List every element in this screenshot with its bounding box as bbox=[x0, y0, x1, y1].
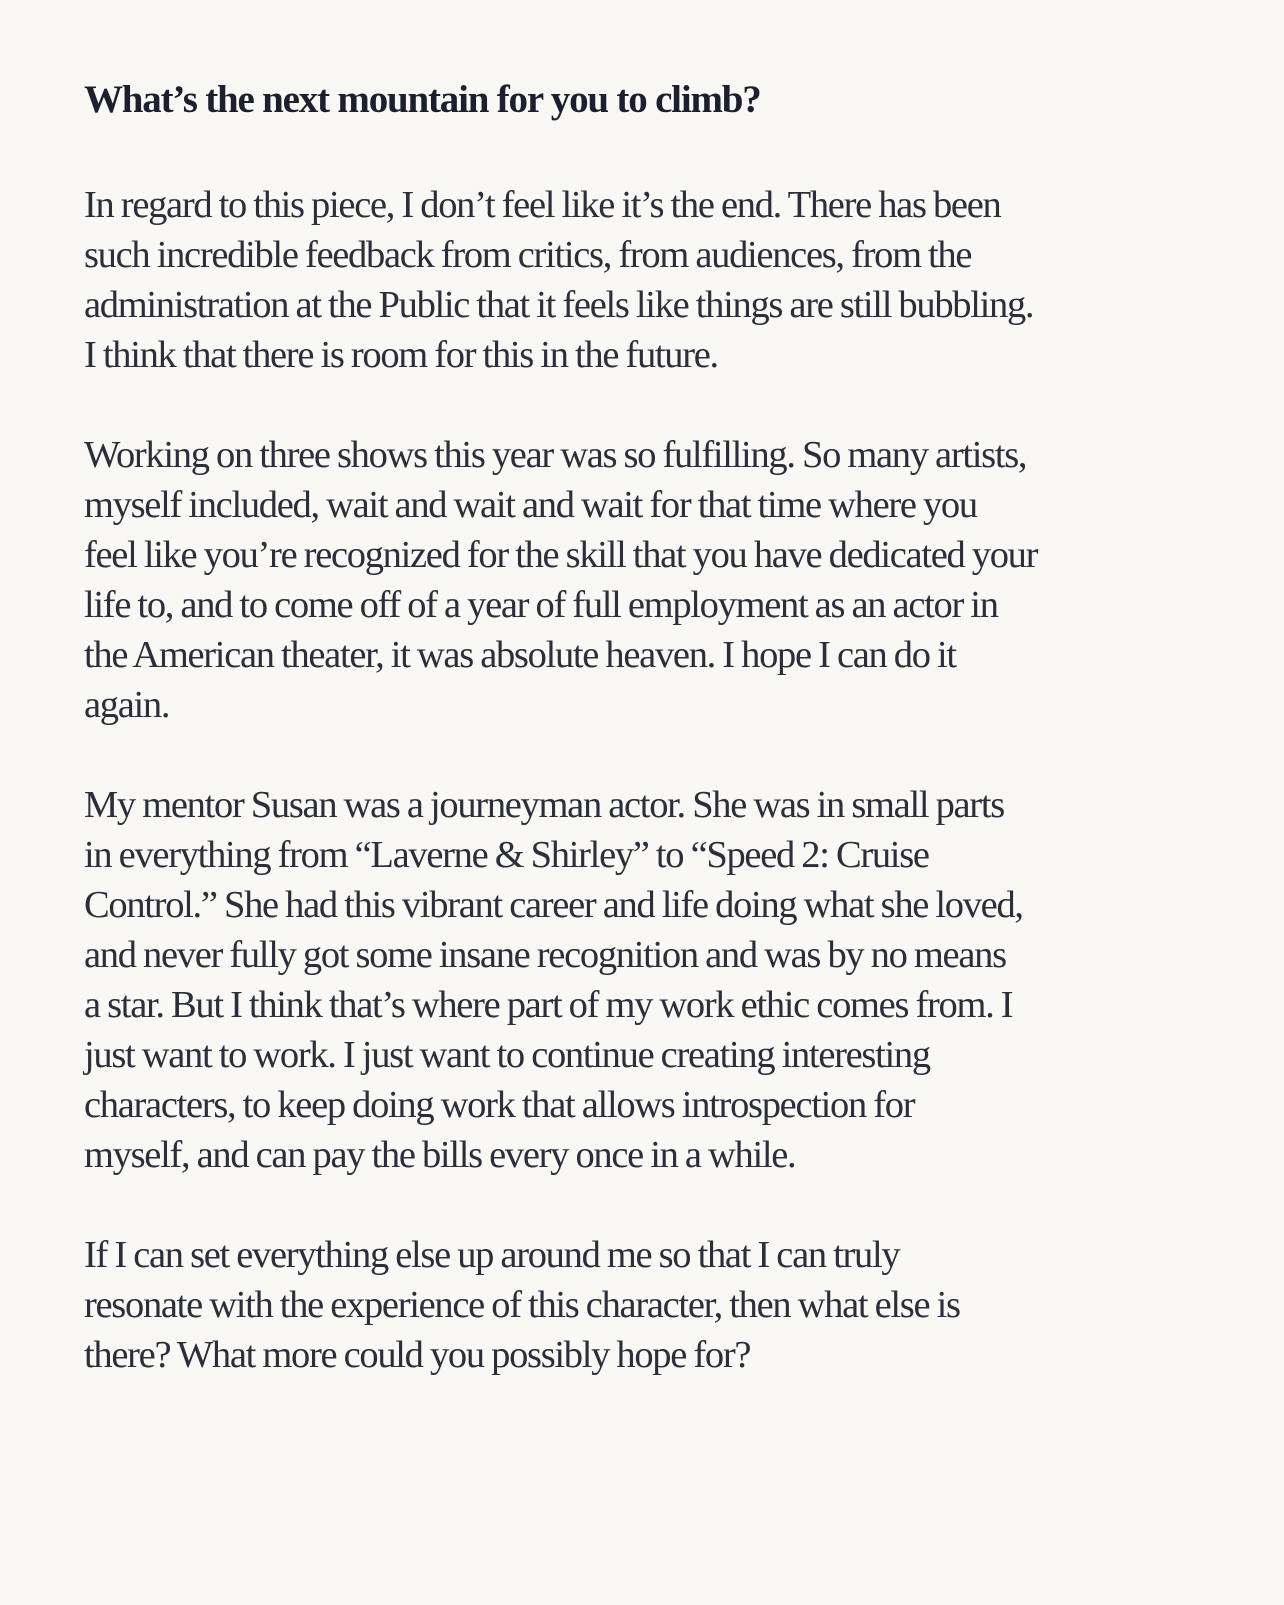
answer-paragraph: My mentor Susan was a journeyman actor. She was in small parts in everything from “Laverne & Shirley” to “Speed 2: Cruise Control.” She had this vibrant career and life doing what she loved, and never fully got some insane recognition and was by no means a star. But I think that’s where part of my work ethic comes from. I just want to work. I just want to continue creating interesting characters, to keep doing work that allows introspection for myself, and can pay the bills every once in a while. bbox=[84, 784, 1023, 1176]
answer-body bbox=[84, 180, 1264, 1380]
answer-paragraph: In regard to this piece, I don’t feel like it’s the end. There has been such incredible feedback from critics, from audiences, from the administration at the Public that it feels like things are still bubbling. I think that there is room for this in the future. bbox=[84, 184, 1034, 376]
answer-paragraph: Working on three shows this year was so fulfilling. So many artists, myself included, wait and wait and wait for that time where you feel like you’re recognized for the skill that you have dedicated your life to, and to come off of a year of full employment as an actor in the American theater, it was absolute heaven. I hope I can do it again. bbox=[84, 434, 1038, 726]
answer-paragraph: If I can set everything else up around me so that I can truly resonate with the experience of this character, then what else is there? What more could you possibly hope for? bbox=[84, 1234, 960, 1376]
question-heading: What’s the next mountain for you to climb? bbox=[84, 78, 761, 121]
article bbox=[84, 70, 1264, 1430]
